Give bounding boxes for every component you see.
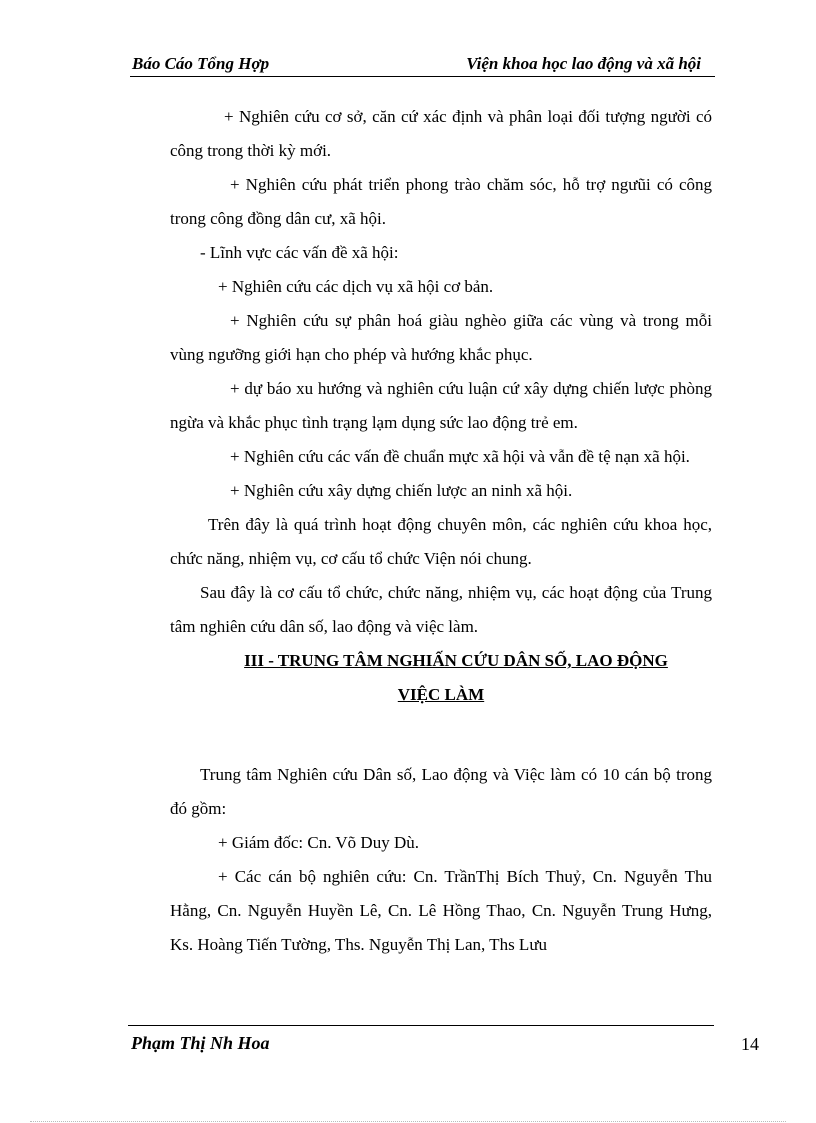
header-institute-name: Viện khoa học lao động và xã hội (466, 54, 701, 73)
page-bottom-border (30, 1121, 786, 1122)
paragraph-research-basis: + Nghiên cứu cơ sở, căn cứ xác định và phân loại đối tượng người có công trong thời kỳ mới. (170, 107, 712, 160)
paragraph-center-staff: Trung tâm Nghiên cứu Dân số, Lao động và Việc làm có 10 cán bộ trong đó gồm: (170, 765, 712, 818)
paragraph-care-movement: + Nghiên cứu phát triển phong trào chăm sóc, hỗ trợ ngưũi có công trong công đồng dân cư, xã hội. (170, 175, 712, 228)
paragraph-director: + Giám đốc: Cn. Võ Duy Dù. (218, 833, 419, 852)
header-report-title: Báo Cáo Tổng Hợp (132, 54, 270, 73)
paragraph-wealth-gap: + Nghiên cứu sự phân hoá giàu nghèo giữa các vùng và trong mỗi vùng ngưỡng giới hạn cho phép và hướng khắc phục. (170, 311, 712, 364)
page-header (130, 52, 715, 77)
paragraph-transition: Sau đây là cơ cấu tổ chức, chức năng, nhiệm vụ, các hoạt động của Trung tâm nghiên cứu dân số, lao động và việc làm. (170, 583, 712, 636)
paragraph-researchers: + Các cán bộ nghiên cứu: Cn. TrầnThị Bích Thuỷ, Cn. Nguyễn Thu Hằng, Cn. Nguyễn Huyền Lê, Cn. Lê Hồng Thao, Cn. Nguyễn Trung Hưng, Ks. Hoàng Tiến Tường, Ths. Nguyễn Thị Lan, Ths Lưu (170, 867, 712, 954)
paragraph-social-standards: + Nghiên cứu các vấn đề chuẩn mực xã hội và vẫn đề tệ nạn xã hội. (230, 447, 690, 466)
paragraph-social-services: + Nghiên cứu các dịch vụ xã hội cơ bản. (218, 277, 494, 296)
spacer (170, 712, 712, 758)
document-body (170, 100, 712, 962)
page-number: 14 (741, 1034, 759, 1054)
paragraph-summary: Trên đây là quá trình hoạt động chuyên môn, các nghiên cứu khoa học, chức năng, nhiệm vụ, cơ cấu tổ chức Viện nói chung. (170, 515, 712, 568)
section-heading-line2: VIỆC LÀM (397, 685, 485, 704)
paragraph-social-issues-field: - Lĩnh vực các vấn đề xã hội: (200, 243, 399, 262)
footer-author: Phạm Thị Nh Hoa (131, 1033, 270, 1053)
section-heading-line1: III - TRUNG TÂM NGHIẤN CỨU DÂN SỐ, LAO ĐỘNG (244, 651, 668, 670)
footer-divider (128, 1025, 714, 1026)
paragraph-social-security-strategy: + Nghiên cứu xây dựng chiến lược an ninh xã hội. (230, 481, 573, 500)
paragraph-child-labour: + dự báo xu hướng và nghiên cứu luận cứ xây dựng chiến lược phòng ngừa và khắc phục tình trạng lạm dụng sức lao động trẻ em. (170, 379, 712, 432)
